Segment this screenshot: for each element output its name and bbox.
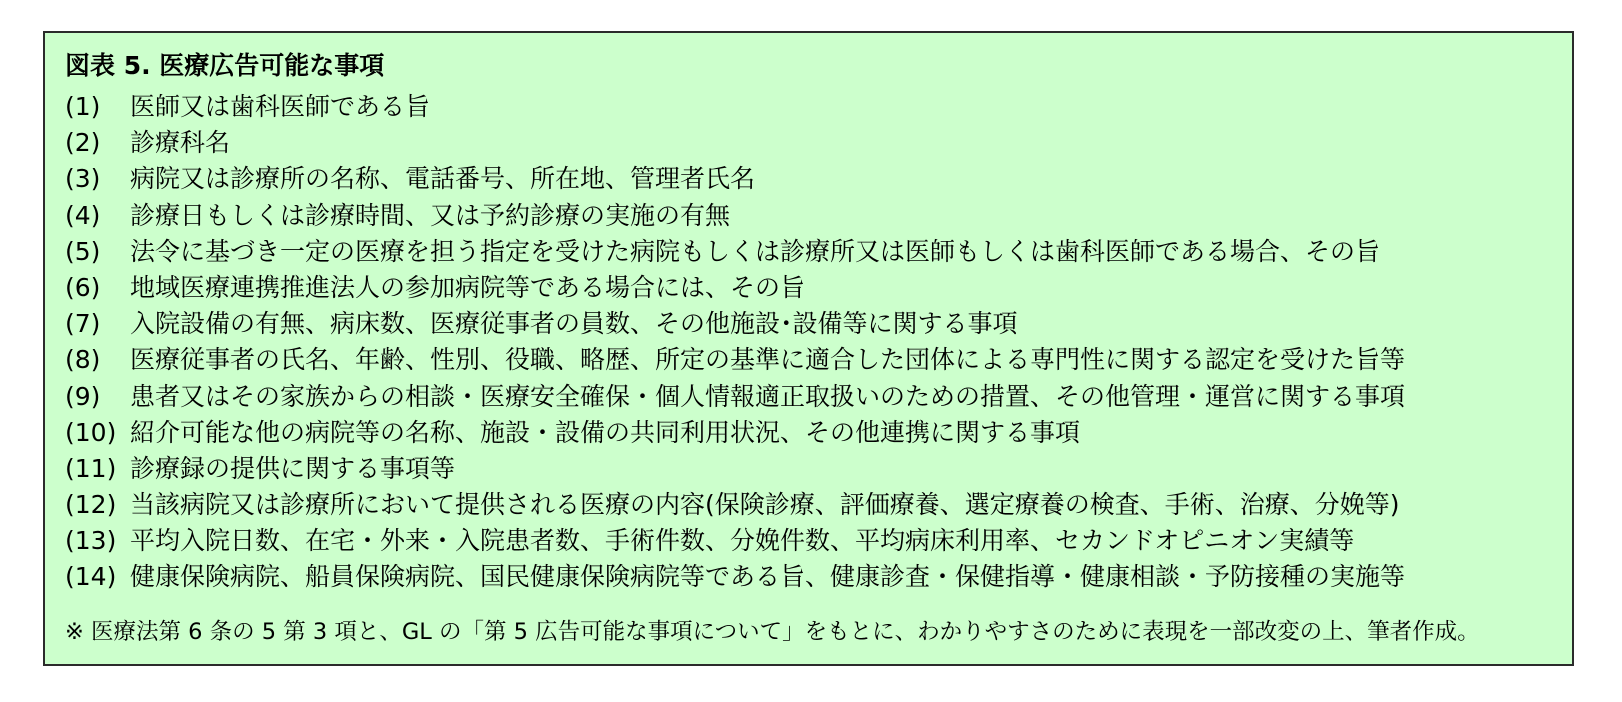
list-item <box>65 342 1405 378</box>
list-item <box>65 198 1405 234</box>
figure-box <box>43 31 1574 666</box>
source-note: ※ 医療法第 6 条の 5 第 3 項と、GL の「第 5 広告可能な事項について」をもとに、わかりやすさのために表現を一部改変の上、筆者作成。 <box>65 619 1480 645</box>
list-item <box>65 487 1405 523</box>
item-number: (12) <box>65 490 117 520</box>
item-number: (7) <box>65 309 101 339</box>
item-text: 地域医療連携推進法人の参加病院等である場合には、その旨 <box>130 272 806 302</box>
item-number: (4) <box>65 200 101 230</box>
item-number: (5) <box>65 236 101 266</box>
list-item <box>65 234 1405 270</box>
item-number: (9) <box>65 381 101 411</box>
list-item <box>65 270 1405 306</box>
list-item <box>65 379 1405 415</box>
item-number: (11) <box>65 453 117 483</box>
item-text: 入院設備の有無、病床数、医療従事者の員数、その他施設･設備等に関する事項 <box>130 309 1018 339</box>
item-text: 平均入院日数、在宅・外来・入院患者数、手術件数、分娩件数、平均病床利用率、セカンドオピニオン実績等 <box>130 526 1355 556</box>
list-item <box>65 415 1405 451</box>
item-text: 患者又はその家族からの相談・医療安全確保・個人情報適正取扱いのための措置、その他管理・運営に関する事項 <box>130 381 1406 411</box>
item-text: 診療日もしくは診療時間、又は予約診療の実施の有無 <box>130 200 731 230</box>
list-item <box>65 559 1405 595</box>
item-text: 当該病院又は診療所において提供される医療の内容(保険診療、評価療養、選定療養の検査、手術、治療、分娩等) <box>130 490 1400 520</box>
figure-title: 図表 5. 医療広告可能な事項 <box>65 51 385 80</box>
item-text: 紹介可能な他の病院等の名称、施設・設備の共同利用状況、その他連携に関する事項 <box>130 417 1081 447</box>
item-number: (3) <box>65 164 101 194</box>
item-number: (1) <box>65 92 101 121</box>
item-number: (10) <box>65 417 117 447</box>
item-text: 医師又は歯科医師である旨 <box>130 92 431 121</box>
list-item <box>65 451 1405 487</box>
item-text: 健康保険病院、船員保険病院、国民健康保険病院等である旨、健康診査・保健指導・健康相談・予防接種の実施等 <box>130 562 1406 592</box>
list-item <box>65 523 1405 559</box>
item-text: 診療録の提供に関する事項等 <box>130 453 456 483</box>
item-text: 診療科名 <box>130 128 231 158</box>
item-text: 医療従事者の氏名、年齢、性別、役職、略歴、所定の基準に適合した団体による専門性に関する認定を受けた旨等 <box>130 345 1406 375</box>
list-item <box>65 89 1405 125</box>
item-number: (13) <box>65 526 117 556</box>
item-number: (2) <box>65 128 101 158</box>
item-text: 法令に基づき一定の医療を担う指定を受けた病院もしくは診療所又は医師もしくは歯科医師である場合、その旨 <box>130 236 1381 266</box>
list-item <box>65 306 1405 342</box>
item-number: (8) <box>65 345 101 375</box>
item-list <box>65 89 1405 596</box>
item-number: (6) <box>65 272 101 302</box>
list-item <box>65 125 1405 161</box>
item-number: (14) <box>65 562 117 592</box>
list-item <box>65 161 1405 197</box>
item-text: 病院又は診療所の名称、電話番号、所在地、管理者氏名 <box>130 164 756 194</box>
